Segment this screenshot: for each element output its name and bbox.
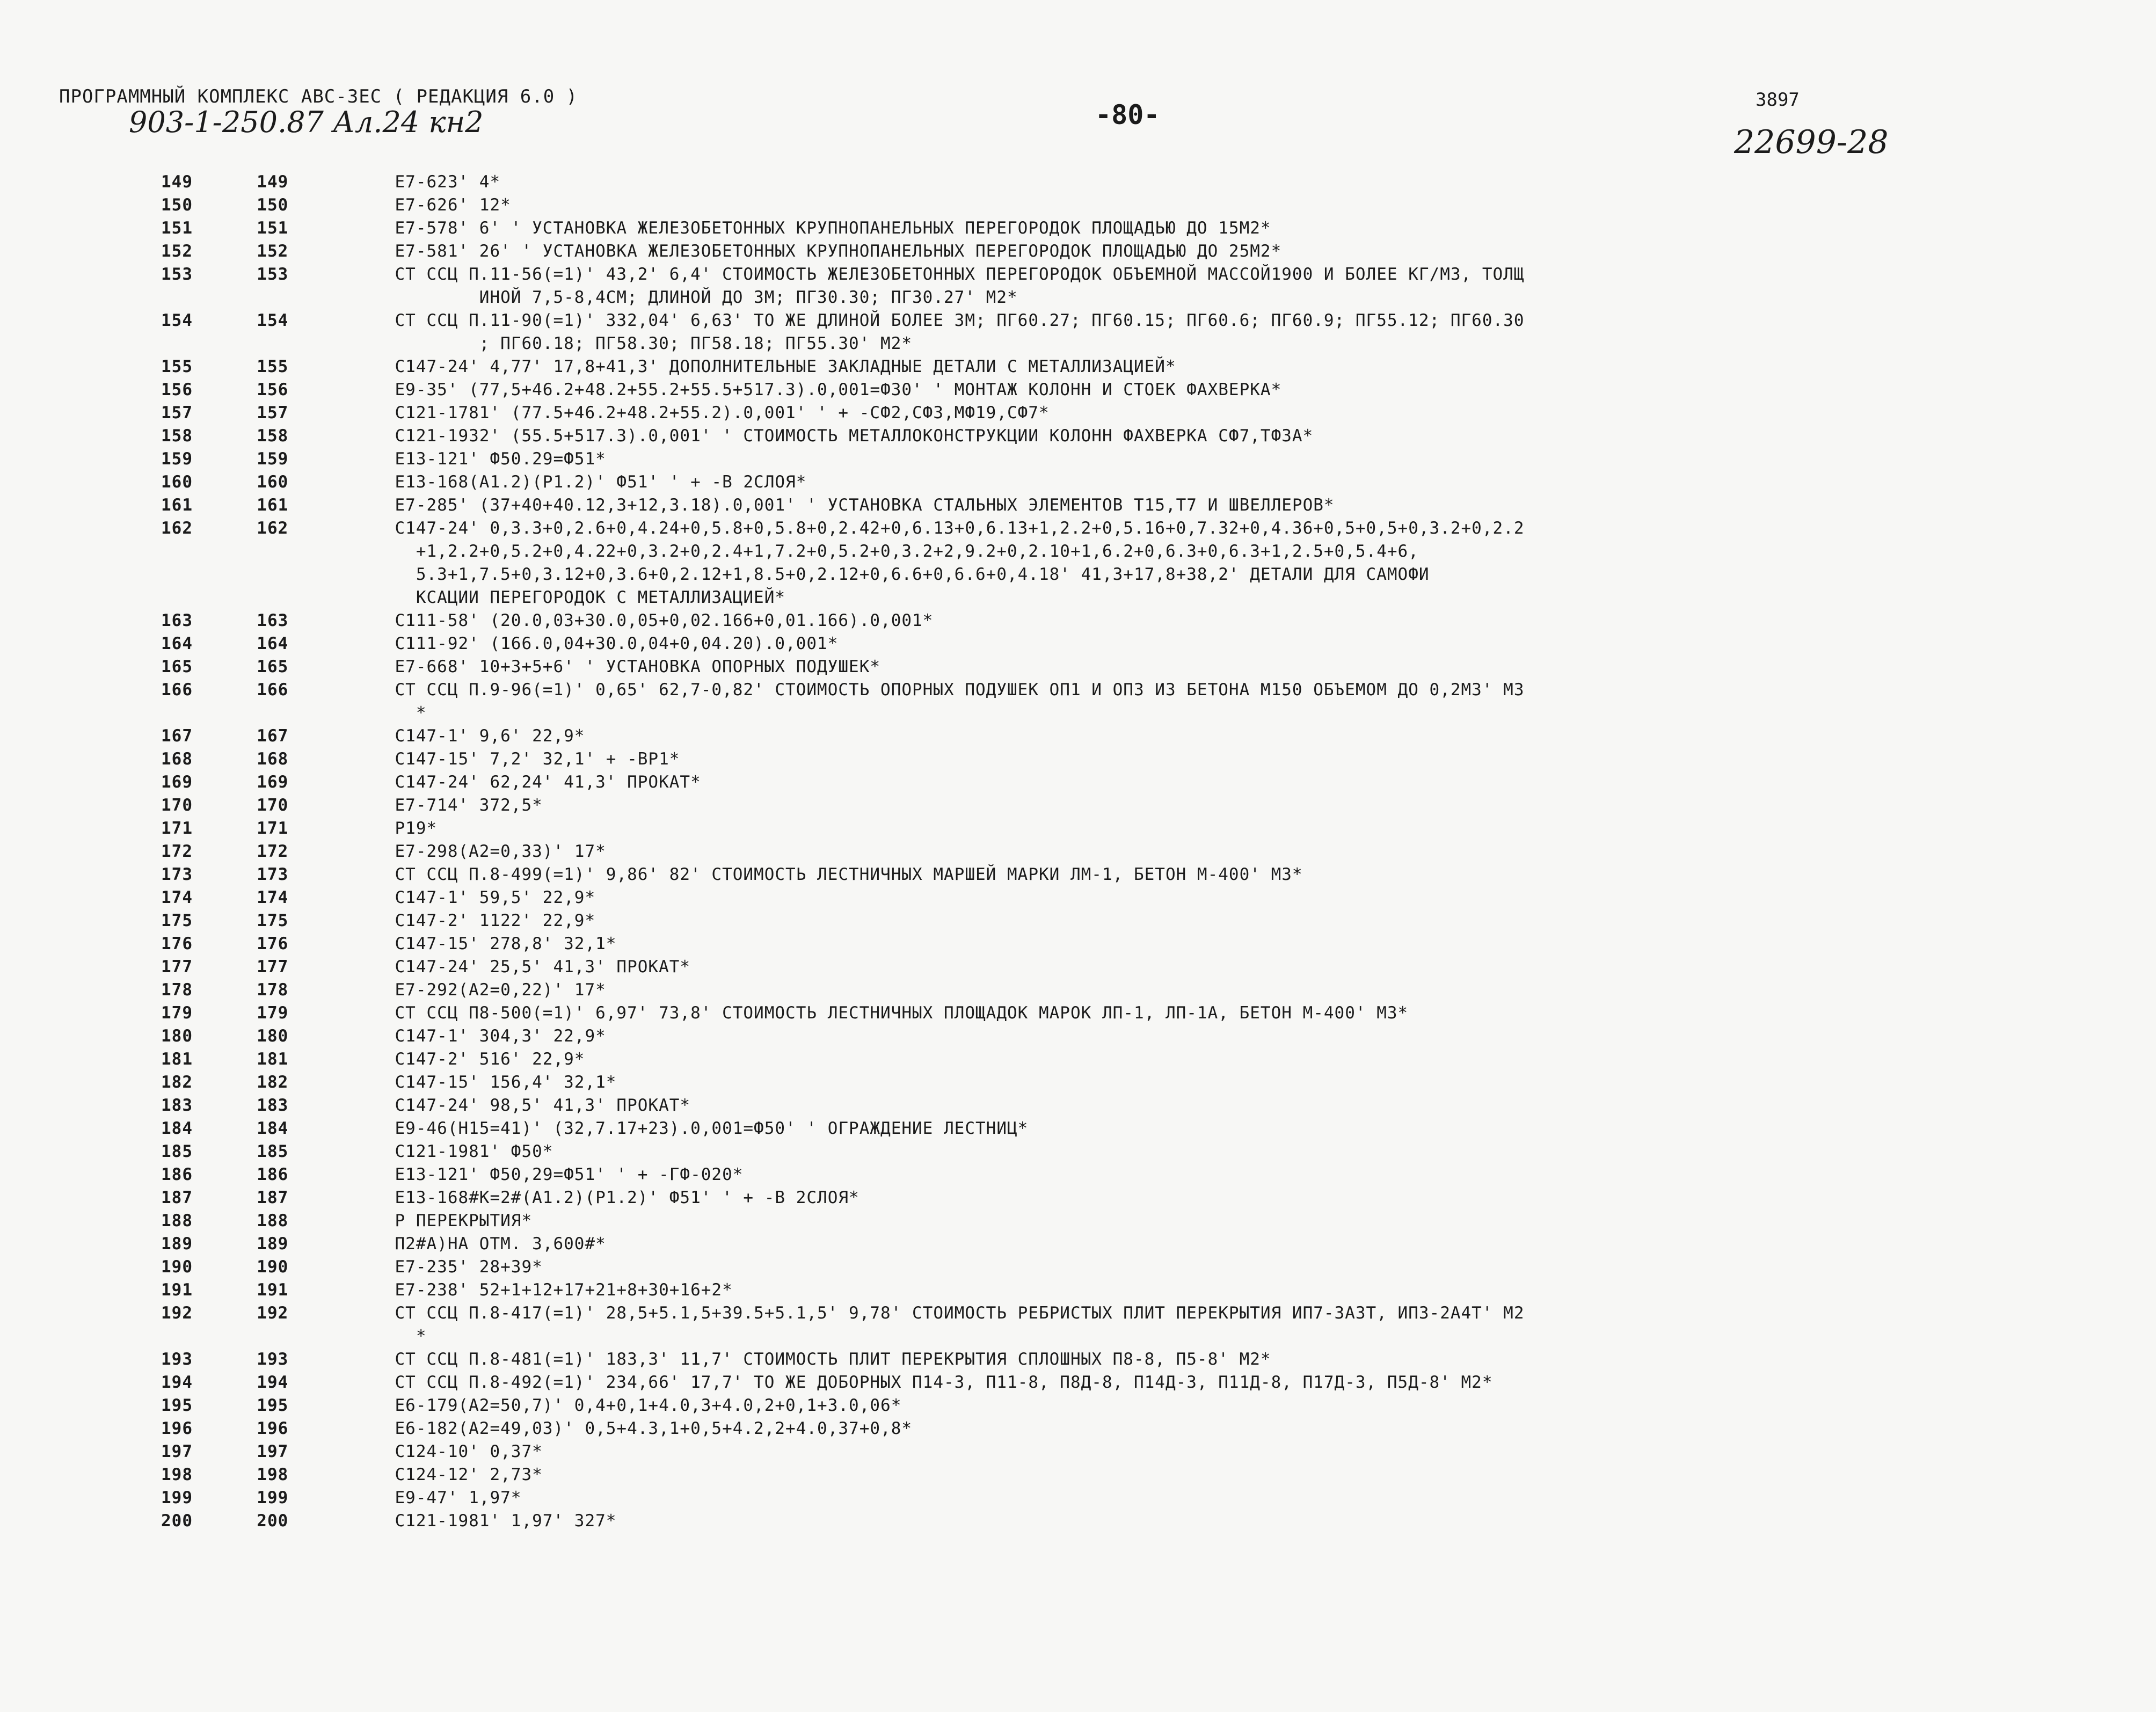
- line-text: 5.3+1,7.5+0,3.12+0,3.6+0,2.12+1,8.5+0,2.12+0,6.6+0,6.6+0,4.18' 41,3+17,8+38,2' ДЕТАЛИ ДЛЯ САМОФИ: [395, 565, 1430, 584]
- listing-line: [0, 1140, 2156, 1163]
- listing-line: [0, 1025, 2156, 1048]
- line-number-2: 178: [257, 980, 289, 1000]
- line-number-2: 164: [257, 634, 289, 653]
- line-text: С147-15' 7,2' 32,1' + -ВР1*: [395, 749, 680, 769]
- line-number-2: 151: [257, 218, 289, 238]
- line-number-2: [246, 702, 395, 725]
- line-text: СТ ССЦ П.8-499(=1)' 9,86' 82' СТОИМОСТЬ ЛЕСТНИЧНЫХ МАРШЕЙ МАРКИ ЛМ-1, БЕТОН М-400' М3*: [395, 865, 1303, 884]
- listing-line: [0, 1117, 2156, 1140]
- line-number: 180: [161, 1026, 193, 1046]
- line-text: E7-668' 10+3+5+6' ' УСТАНОВКА ОПОРНЫХ ПОДУШЕК*: [395, 657, 881, 676]
- line-number-2: 197: [257, 1442, 289, 1461]
- line-text: С121-1932' (55.5+517.3).0,001' ' СТОИМОСТЬ МЕТАЛЛОКОНСТРУКЦИИ КОЛОНН ФАХВЕРКА СФ7,ТФ3А*: [395, 426, 1314, 446]
- line-text: E13-121' Ф50,29=Ф51' ' + -ГФ-020*: [395, 1165, 744, 1184]
- line-text: С121-1981' 1,97' 327*: [395, 1511, 617, 1531]
- line-number: 199: [161, 1488, 193, 1507]
- listing-line: [0, 1002, 2156, 1025]
- line-number: 190: [161, 1257, 193, 1277]
- listing-line: [0, 286, 2156, 309]
- line-number: 192: [161, 1303, 193, 1323]
- listing-line: [0, 794, 2156, 817]
- line-text: СТ ССЦ П8-500(=1)' 6,97' 73,8' СТОИМОСТЬ ЛЕСТНИЧНЫХ ПЛОЩАДОК МАРОК ЛП-1, ЛП-1А, БЕТОН М-400' М3*: [395, 1003, 1409, 1023]
- line-text: С147-1' 59,5' 22,9*: [395, 888, 596, 907]
- line-number: 176: [161, 934, 193, 953]
- line-number-2: 167: [257, 726, 289, 746]
- line-text: СТ ССЦ П.11-56(=1)' 43,2' 6,4' СТОИМОСТЬ ЖЕЛЕЗОБЕТОННЫХ ПЕРЕГОРОДОК ОБЪЕМНОЙ МАССОЙ1900 И БОЛЕЕ КГ/М3, ТОЛЩ: [395, 265, 1525, 284]
- line-number-2: 168: [257, 749, 289, 769]
- line-number-2: 174: [257, 888, 289, 907]
- line-text: С147-24' 0,3.3+0,2.6+0,4.24+0,5.8+0,5.8+0,2.42+0,6.13+0,6.13+1,2.2+0,5.16+0,7.32+0,4.36+0,5+0,5+0,3.2+0,2.2: [395, 519, 1525, 538]
- listing-line: [0, 517, 2156, 540]
- line-number-2: [246, 1325, 395, 1348]
- line-number: 150: [161, 195, 193, 215]
- listing-line: [0, 494, 2156, 517]
- document-number: 3897: [1756, 89, 1800, 111]
- line-text: С147-15' 278,8' 32,1*: [395, 934, 617, 953]
- listing-line: [0, 771, 2156, 794]
- line-number: 153: [161, 265, 193, 284]
- line-number-2: 176: [257, 934, 289, 953]
- line-number: 174: [161, 888, 193, 907]
- line-number-2: 179: [257, 1003, 289, 1023]
- line-number: 169: [161, 773, 193, 792]
- listing-line: [0, 1186, 2156, 1210]
- line-number-2: 186: [257, 1165, 289, 1184]
- listing-line: [0, 979, 2156, 1002]
- line-text: Р19*: [395, 819, 438, 838]
- page-number: -80-: [1095, 99, 1160, 130]
- line-text: С111-92' (166.0,04+30.0,04+0,04.20).0,001*: [395, 634, 839, 653]
- line-number-2: 159: [257, 449, 289, 469]
- line-text: E6-182(A2=49,03)' 0,5+4.3,1+0,5+4.2,2+4.0,37+0,8*: [395, 1419, 913, 1438]
- line-text: E13-168(A1.2)(P1.2)' Ф51' ' + -В 2СЛОЯ*: [395, 472, 807, 492]
- line-number: [0, 286, 246, 309]
- line-number-2: 155: [257, 357, 289, 376]
- line-number: 151: [161, 218, 193, 238]
- line-number: 189: [161, 1234, 193, 1254]
- line-number-2: [246, 586, 395, 609]
- line-number-2: 156: [257, 380, 289, 399]
- listing-line: [0, 863, 2156, 886]
- line-number: 182: [161, 1073, 193, 1092]
- listing-line: [0, 1302, 2156, 1325]
- listing-line: [0, 702, 2156, 725]
- line-number: 170: [161, 796, 193, 815]
- line-text: E7-623' 4*: [395, 172, 501, 192]
- line-number-2: 180: [257, 1026, 289, 1046]
- line-text: СТ ССЦ П.11-90(=1)' 332,04' 6,63' ТО ЖЕ ДЛИНОЙ БОЛЕЕ 3М; ПГ60.27; ПГ60.15; ПГ60.6; ПГ60.9; ПГ55.12; ПГ60.30: [395, 311, 1525, 330]
- line-number: 157: [161, 403, 193, 422]
- listing-line: [0, 679, 2156, 702]
- listing-line: [0, 194, 2156, 217]
- listing-line: [0, 1325, 2156, 1348]
- line-number: 200: [161, 1511, 193, 1531]
- header-handwritten-note: 903-1-250.87 Ал.24 кн2: [129, 105, 484, 139]
- line-number: 185: [161, 1142, 193, 1161]
- line-number: 197: [161, 1442, 193, 1461]
- line-text: E13-168#K=2#(A1.2)(P1.2)' Ф51' ' + -В 2СЛОЯ*: [395, 1188, 860, 1207]
- line-number: 159: [161, 449, 193, 469]
- listing-line: [0, 632, 2156, 655]
- line-number: 195: [161, 1396, 193, 1415]
- line-number-2: 182: [257, 1073, 289, 1092]
- handwritten-code: 22699-28: [1734, 123, 1889, 161]
- listing-line: [0, 933, 2156, 956]
- listing-line: [0, 563, 2156, 586]
- line-text: С147-2' 1122' 22,9*: [395, 911, 596, 930]
- line-number-2: 150: [257, 195, 289, 215]
- line-text: E7-238' 52+1+12+17+21+8+30+16+2*: [395, 1280, 733, 1300]
- line-number-2: [246, 332, 395, 355]
- line-number-2: 170: [257, 796, 289, 815]
- line-number-2: 169: [257, 773, 289, 792]
- line-number-2: 173: [257, 865, 289, 884]
- listing-line: [0, 402, 2156, 425]
- line-number-2: 191: [257, 1280, 289, 1300]
- listing-line: [0, 1394, 2156, 1417]
- line-number: 168: [161, 749, 193, 769]
- line-number: [0, 332, 246, 355]
- line-number-2: 193: [257, 1350, 289, 1369]
- listing-line: [0, 1279, 2156, 1302]
- listing-line: [0, 263, 2156, 286]
- line-number-2: 200: [257, 1511, 289, 1531]
- listing-line: [0, 1210, 2156, 1233]
- line-text: С147-24' 62,24' 41,3' ПРОКАТ*: [395, 773, 701, 792]
- line-number: 160: [161, 472, 193, 492]
- line-number: [0, 702, 246, 725]
- line-text: С124-12' 2,73*: [395, 1465, 543, 1484]
- line-number: 154: [161, 311, 193, 330]
- line-text: КСАЦИИ ПЕРЕГОРОДОК С МЕТАЛЛИЗАЦИЕЙ*: [395, 588, 786, 607]
- listing-line: [0, 886, 2156, 909]
- listing-line: [0, 1440, 2156, 1463]
- listing-line: [0, 1163, 2156, 1186]
- line-number: 166: [161, 680, 193, 700]
- line-number: 178: [161, 980, 193, 1000]
- listing-line: [0, 1048, 2156, 1071]
- line-number-2: 195: [257, 1396, 289, 1415]
- listing-line: [0, 1487, 2156, 1510]
- line-number: 181: [161, 1050, 193, 1069]
- line-number: 188: [161, 1211, 193, 1230]
- line-number-2: 172: [257, 842, 289, 861]
- line-text: E7-578' 6' ' УСТАНОВКА ЖЕЛЕЗОБЕТОННЫХ КРУПНОПАНЕЛЬНЫХ ПЕРЕГОРОДОК ПЛОЩАДЬЮ ДО 15М2*: [395, 218, 1271, 238]
- line-number-2: 175: [257, 911, 289, 930]
- line-number: 175: [161, 911, 193, 930]
- line-number: [0, 586, 246, 609]
- line-number: 191: [161, 1280, 193, 1300]
- line-number-2: 160: [257, 472, 289, 492]
- line-text: СТ ССЦ П.8-417(=1)' 28,5+5.1,5+39.5+5.1,5' 9,78' СТОИМОСТЬ РЕБРИСТЫХ ПЛИТ ПЕРЕКРЫТИЯ ИП7-3А3Т, ИП3-2А4Т' М2: [395, 1303, 1525, 1323]
- listing-line: [0, 309, 2156, 332]
- listing-line: [0, 1233, 2156, 1256]
- line-number: 149: [161, 172, 193, 192]
- line-number: [0, 1325, 246, 1348]
- line-number: 163: [161, 611, 193, 630]
- line-text: С121-1781' (77.5+46.2+48.2+55.2).0,001' ' + -СФ2,СФ3,МФ19,СФ7*: [395, 403, 1050, 422]
- line-number-2: 188: [257, 1211, 289, 1230]
- line-number-2: 177: [257, 957, 289, 977]
- line-text: E9-35' (77,5+46.2+48.2+55.2+55.5+517.3).0,001=Ф30' ' МОНТАЖ КОЛОНН И СТОЕК ФАХВЕРКА*: [395, 380, 1282, 399]
- listing-line: [0, 448, 2156, 471]
- line-text: E13-121' Ф50.29=Ф51*: [395, 449, 606, 469]
- listing-line: [0, 355, 2156, 378]
- listing: [0, 171, 2156, 1533]
- line-number-2: [246, 563, 395, 586]
- line-number: 158: [161, 426, 193, 446]
- line-number-2: [246, 540, 395, 563]
- line-text: ИНОЙ 7,5-8,4СМ; ДЛИНОЙ ДО 3М; ПГ30.30; ПГ30.27' М2*: [395, 288, 1018, 307]
- line-number: 177: [161, 957, 193, 977]
- line-number-2: 190: [257, 1257, 289, 1277]
- line-number: 172: [161, 842, 193, 861]
- listing-line: [0, 1510, 2156, 1533]
- line-number-2: 153: [257, 265, 289, 284]
- line-text: E7-298(A2=0,33)' 17*: [395, 842, 606, 861]
- listing-line: [0, 171, 2156, 194]
- line-number: 155: [161, 357, 193, 376]
- line-number-2: 149: [257, 172, 289, 192]
- line-number: 162: [161, 519, 193, 538]
- header-program: ПРОГРАММНЫЙ КОМПЛЕКС АВС-ЗЕС ( РЕДАКЦИЯ 6.0 ): [59, 86, 578, 107]
- line-text: С147-24' 25,5' 41,3' ПРОКАТ*: [395, 957, 691, 977]
- line-number: 167: [161, 726, 193, 746]
- listing-line: [0, 378, 2156, 402]
- line-number-2: 198: [257, 1465, 289, 1484]
- line-text: С121-1981' Ф50*: [395, 1142, 553, 1161]
- line-number-2: 199: [257, 1488, 289, 1507]
- line-number-2: [246, 286, 395, 309]
- line-number: 196: [161, 1419, 193, 1438]
- line-text: Р ПЕРЕКРЫТИЯ*: [395, 1211, 533, 1230]
- line-number-2: 157: [257, 403, 289, 422]
- line-number: 152: [161, 242, 193, 261]
- listing-line: [0, 425, 2156, 448]
- line-text: СТ ССЦ П.9-96(=1)' 0,65' 62,7-0,82' СТОИМОСТЬ ОПОРНЫХ ПОДУШЕК ОП1 И ОП3 ИЗ БЕТОНА М150 ОБЪЕМОМ ДО 0,2М3' М3: [395, 680, 1525, 700]
- line-number: 183: [161, 1096, 193, 1115]
- line-text: С147-2' 516' 22,9*: [395, 1050, 585, 1069]
- line-number-2: 152: [257, 242, 289, 261]
- listing-line: [0, 240, 2156, 263]
- listing-line: [0, 1348, 2156, 1371]
- line-number: 198: [161, 1465, 193, 1484]
- line-number-2: 183: [257, 1096, 289, 1115]
- listing-line: [0, 1071, 2156, 1094]
- line-text: С111-58' (20.0,03+30.0,05+0,02.166+0,01.166).0,001*: [395, 611, 934, 630]
- listing-line: [0, 909, 2156, 933]
- line-text: С147-24' 4,77' 17,8+41,3' ДОПОЛНИТЕЛЬНЫЕ ЗАКЛАДНЫЕ ДЕТАЛИ С МЕТАЛЛИЗАЦИЕЙ*: [395, 357, 1176, 376]
- listing-line: [0, 1256, 2156, 1279]
- line-number: 173: [161, 865, 193, 884]
- line-number-2: 162: [257, 519, 289, 538]
- line-text: С147-24' 98,5' 41,3' ПРОКАТ*: [395, 1096, 691, 1115]
- line-number: 164: [161, 634, 193, 653]
- line-number-2: 189: [257, 1234, 289, 1254]
- line-number-2: 187: [257, 1188, 289, 1207]
- line-number-2: 184: [257, 1119, 289, 1138]
- listing-line: [0, 1463, 2156, 1487]
- line-number-2: 194: [257, 1373, 289, 1392]
- line-text: С147-1' 9,6' 22,9*: [395, 726, 585, 746]
- listing-line: [0, 609, 2156, 632]
- line-number: 179: [161, 1003, 193, 1023]
- line-text: П2#А)НА ОТМ. 3,600#*: [395, 1234, 606, 1254]
- listing-line: [0, 725, 2156, 748]
- line-number: 194: [161, 1373, 193, 1392]
- listing-line: [0, 471, 2156, 494]
- line-text: E6-179(A2=50,7)' 0,4+0,1+4.0,3+4.0,2+0,1+3.0,06*: [395, 1396, 902, 1415]
- line-number: 165: [161, 657, 193, 676]
- line-number: 171: [161, 819, 193, 838]
- line-number-2: 165: [257, 657, 289, 676]
- listing-line: [0, 332, 2156, 355]
- line-text: E7-626' 12*: [395, 195, 511, 215]
- line-text: E9-46(H15=41)' (32,7.17+23).0,001=Ф50' ' ОГРАЖДЕНИЕ ЛЕСТНИЦ*: [395, 1119, 1029, 1138]
- line-text: *: [395, 1327, 427, 1346]
- line-text: E7-714' 372,5*: [395, 796, 543, 815]
- listing-line: [0, 1094, 2156, 1117]
- listing-line: [0, 586, 2156, 609]
- line-number: 156: [161, 380, 193, 399]
- line-number: [0, 563, 246, 586]
- listing-line: [0, 817, 2156, 840]
- listing-line: [0, 540, 2156, 563]
- listing-line: [0, 655, 2156, 679]
- line-number-2: 181: [257, 1050, 289, 1069]
- line-number-2: 196: [257, 1419, 289, 1438]
- line-text: E7-581' 26' ' УСТАНОВКА ЖЕЛЕЗОБЕТОННЫХ КРУПНОПАНЕЛЬНЫХ ПЕРЕГОРОДОК ПЛОЩАДЬЮ ДО 25М2*: [395, 242, 1282, 261]
- line-number-2: 166: [257, 680, 289, 700]
- line-number-2: 171: [257, 819, 289, 838]
- line-number: 187: [161, 1188, 193, 1207]
- line-text: +1,2.2+0,5.2+0,4.22+0,3.2+0,2.4+1,7.2+0,5.2+0,3.2+2,9.2+0,2.10+1,6.2+0,6.3+0,6.3+1,2.5+0,5.4+6,: [395, 542, 1419, 561]
- listing-line: [0, 748, 2156, 771]
- line-number: [0, 540, 246, 563]
- line-text: E9-47' 1,97*: [395, 1488, 522, 1507]
- line-text: E7-285' (37+40+40.12,3+12,3.18).0,001' ' УСТАНОВКА СТАЛЬНЫХ ЭЛЕМЕНТОВ Т15,Т7 И ШВЕЛЛЕРОВ*: [395, 496, 1335, 515]
- line-text: С124-10' 0,37*: [395, 1442, 543, 1461]
- listing-line: [0, 1417, 2156, 1440]
- line-number: 161: [161, 496, 193, 515]
- line-number-2: 185: [257, 1142, 289, 1161]
- line-text: ; ПГ60.18; ПГ58.30; ПГ58.18; ПГ55.30' М2*: [395, 334, 913, 353]
- line-number-2: 158: [257, 426, 289, 446]
- line-text: *: [395, 703, 427, 723]
- line-text: E7-235' 28+39*: [395, 1257, 543, 1277]
- line-text: С147-15' 156,4' 32,1*: [395, 1073, 617, 1092]
- line-number: 184: [161, 1119, 193, 1138]
- line-text: СТ ССЦ П.8-481(=1)' 183,3' 11,7' СТОИМОСТЬ ПЛИТ ПЕРЕКРЫТИЯ СПЛОШНЫХ П8-8, П5-8' М2*: [395, 1350, 1271, 1369]
- listing-line: [0, 1371, 2156, 1394]
- listing-line: [0, 956, 2156, 979]
- line-number-2: 192: [257, 1303, 289, 1323]
- line-number: 193: [161, 1350, 193, 1369]
- line-text: С147-1' 304,3' 22,9*: [395, 1026, 606, 1046]
- line-text: E7-292(A2=0,22)' 17*: [395, 980, 606, 1000]
- line-number-2: 154: [257, 311, 289, 330]
- line-text: СТ ССЦ П.8-492(=1)' 234,66' 17,7' ТО ЖЕ ДОБОРНЫХ П14-3, П11-8, П8Д-8, П14Д-3, П11Д-8, П17Д-3, П5Д-8' М2*: [395, 1373, 1493, 1392]
- line-number-2: 163: [257, 611, 289, 630]
- listing-line: [0, 217, 2156, 240]
- listing-line: [0, 840, 2156, 863]
- line-number: 186: [161, 1165, 193, 1184]
- line-number-2: 161: [257, 496, 289, 515]
